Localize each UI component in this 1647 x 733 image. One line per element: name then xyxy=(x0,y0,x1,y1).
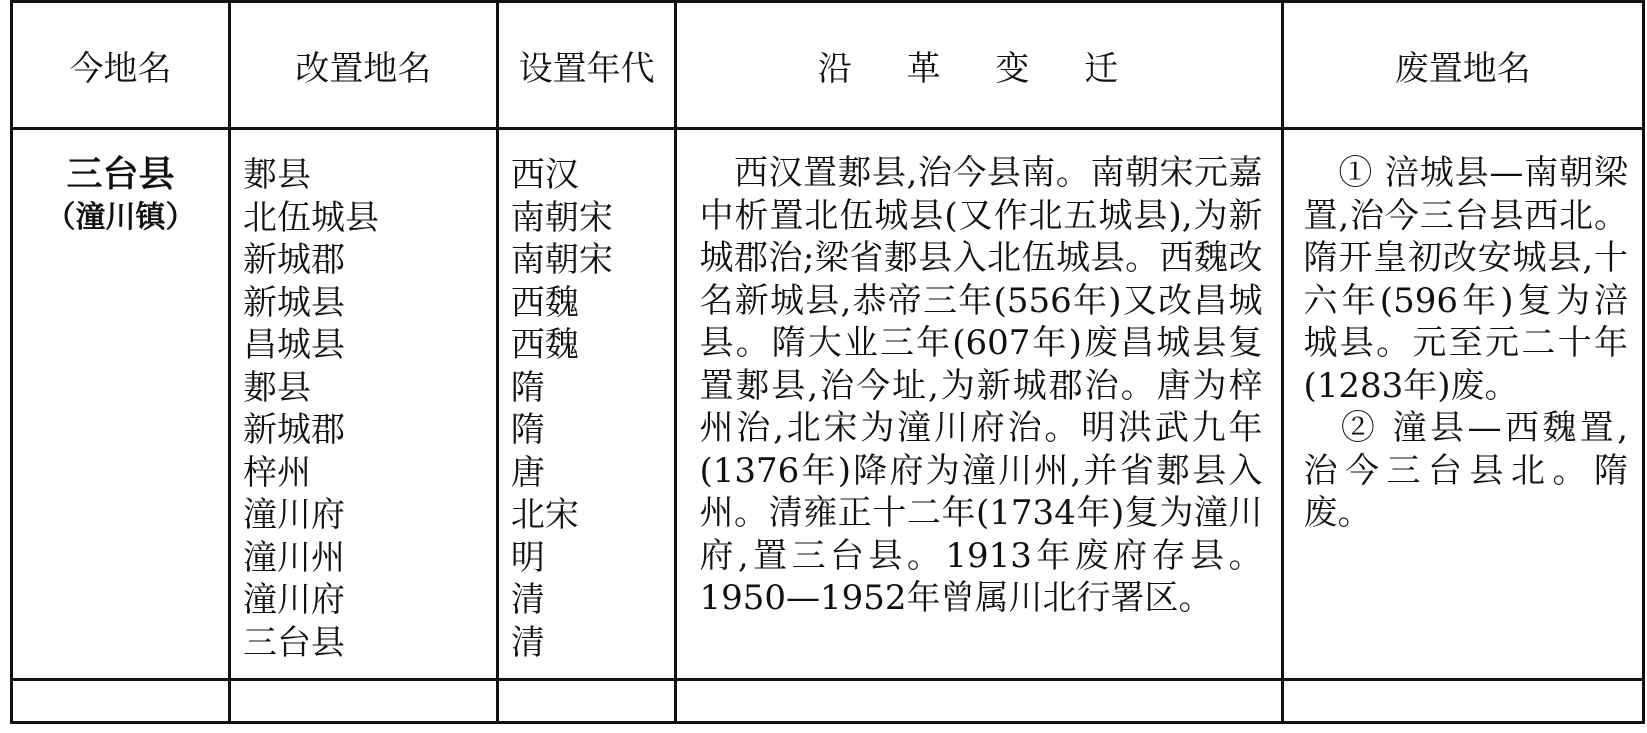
era: 南朝宋 xyxy=(510,240,613,280)
renamed-name: 潼川府 xyxy=(242,580,345,620)
renamed-names-cell xyxy=(229,129,497,680)
era: 隋 xyxy=(510,410,545,450)
era: 西魏 xyxy=(510,282,579,323)
header-current-name: 今地名 xyxy=(12,2,230,129)
abolished-entry-2: ② 潼县—西魏置,治今三台县北。隋废。 xyxy=(1303,408,1628,533)
renamed-name: 郪县 xyxy=(242,155,311,195)
table-row xyxy=(12,129,1644,680)
evolution-cell xyxy=(676,129,1282,680)
renamed-name: 新城郡 xyxy=(242,410,345,450)
era: 西汉 xyxy=(510,155,579,195)
empty-cell xyxy=(497,680,676,723)
empty-cell xyxy=(229,680,497,723)
era: 唐 xyxy=(510,452,545,493)
current-name-note: （潼川镇） xyxy=(45,199,196,235)
renamed-name: 潼川州 xyxy=(242,537,345,578)
renamed-name: 潼川府 xyxy=(242,495,345,535)
next-row-stub xyxy=(12,680,1644,723)
evolution-text: 西汉置郪县,治今县南。南朝宋元嘉中析置北伍城县(又作北五城县),为新城郡治;梁省郪县入北伍城县。西魏改名新城县,恭帝三年(556年)又改昌城县。隋大业三年(607年)废昌城县复置郪县,治今址,为新城郡治。唐为梓州治,北宋为潼川府治。明洪武九年(1376年)降府为潼川州,并省郪县入州。清雍正十二年(1734年)复为潼川府,置三台县。1913年废府存县。1950—1952年曾属川北行署区。 xyxy=(699,153,1263,618)
renamed-name: 新城县 xyxy=(242,282,345,323)
history-table xyxy=(10,0,1645,724)
renamed-name: 北伍城县 xyxy=(242,197,379,238)
era: 北宋 xyxy=(510,495,579,535)
renamed-name: 三台县 xyxy=(242,622,345,663)
empty-cell xyxy=(676,680,1282,723)
current-name-cell xyxy=(12,129,230,680)
header-row xyxy=(12,2,1644,129)
header-established-era: 设置年代 xyxy=(497,2,676,129)
header-abolished-names: 废置地名 xyxy=(1282,2,1644,129)
renamed-name: 新城郡 xyxy=(242,240,345,280)
eras-cell xyxy=(497,129,676,680)
era: 清 xyxy=(510,580,545,620)
renamed-name: 梓州 xyxy=(242,452,311,493)
renamed-name: 郪县 xyxy=(242,367,311,408)
era: 南朝宋 xyxy=(510,197,613,238)
empty-cell xyxy=(12,680,230,723)
header-evolution: 沿 革 变 迁 xyxy=(676,2,1282,129)
header-renamed-names: 改置地名 xyxy=(229,2,497,129)
abolished-entry-1: ① 涪城县—南朝梁置,治今三台县西北。隋开皇初改安城县,十六年(596年)复为涪城县。元至元二十年(1283年)废。 xyxy=(1303,153,1628,406)
empty-cell xyxy=(1282,680,1644,723)
era: 清 xyxy=(510,622,545,663)
era: 西魏 xyxy=(510,325,579,365)
current-name: 三台县 xyxy=(66,154,175,195)
era: 隋 xyxy=(510,367,545,408)
abolished-cell xyxy=(1282,129,1644,680)
renamed-name: 昌城县 xyxy=(242,325,345,365)
era: 明 xyxy=(510,537,545,578)
